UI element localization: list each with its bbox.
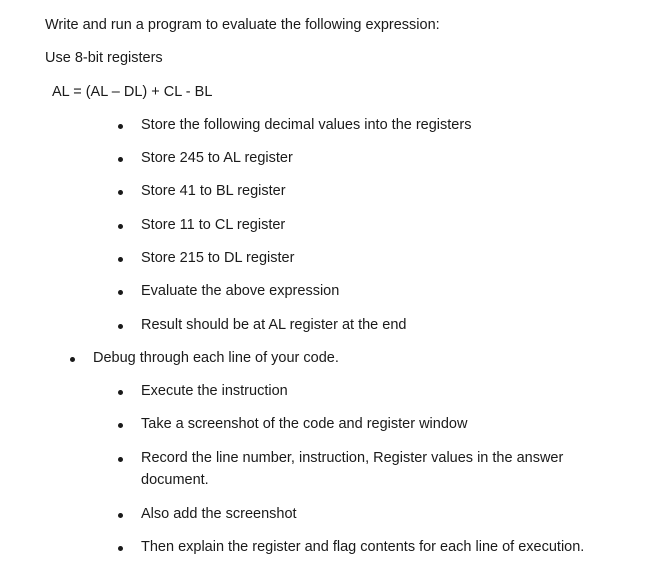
bullet-icon [118,390,123,395]
bullet-icon [118,124,123,129]
bullet-icon [118,324,123,329]
bullet-icon [118,157,123,162]
list-item: Take a screenshot of the code and register window [141,416,468,432]
bullet-icon [118,457,123,462]
list-item: Result should be at AL register at the end [141,317,407,333]
bullet-icon [118,257,123,262]
register-note: Use 8-bit registers [45,50,163,66]
list-item: Execute the instruction [141,383,288,399]
list-item: Store 215 to DL register [141,250,295,266]
list-item: Store 11 to CL register [141,217,286,233]
bullet-icon [70,357,75,362]
intro-text: Write and run a program to evaluate the following expression: [45,17,440,33]
debug-heading: Debug through each line of your code. [93,350,339,366]
list-item: Store 41 to BL register [141,183,286,199]
list-item: Also add the screenshot [141,506,297,522]
list-item: Store the following decimal values into the registers [141,117,472,133]
bullet-icon [118,190,123,195]
list-item: Record the line number, instruction, Register values in the answer document. [141,450,564,488]
bullet-icon [118,546,123,551]
bullet-icon [118,513,123,518]
list-item: Then explain the register and flag contents for each line of execution. [141,539,585,555]
list-item: Store 245 to AL register [141,150,293,166]
bullet-icon [118,423,123,428]
bullet-icon [118,290,123,295]
bullet-icon [118,224,123,229]
list-item: Evaluate the above expression [141,283,340,299]
expression: AL = (AL – DL) + CL - BL [52,84,213,100]
